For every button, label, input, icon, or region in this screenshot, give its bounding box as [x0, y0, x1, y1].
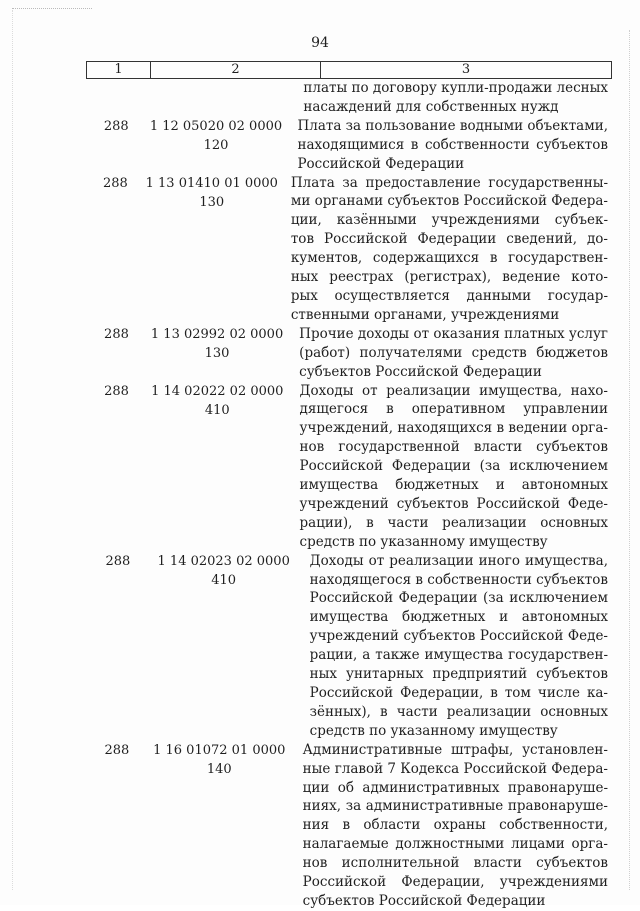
- description-line: ния в области охраны собственности,: [302, 817, 608, 834]
- description-line: тов Российской Федерации сведений, до-: [290, 231, 608, 248]
- budget-code-cell: 1 13 01410 01 0000 130: [145, 175, 278, 210]
- description-cell: [297, 79, 612, 117]
- description-line: ми органами субъектов Российской Федера-: [290, 193, 608, 210]
- description-line: насаждений для собственных нужд: [303, 98, 559, 115]
- table-header: [86, 61, 612, 79]
- admin-code-cell: 288: [105, 553, 131, 569]
- budget-code-cell: 1 13 02992 02 0000 130: [150, 326, 284, 361]
- description-line: субъектов Российской Федерации: [302, 892, 546, 909]
- table-row: [86, 382, 612, 552]
- description-line: учреждений субъектов Российской Феде-: [299, 495, 608, 512]
- header-col-3: 3: [461, 62, 471, 77]
- description-line: кументов, содержащихся в государствен-: [290, 250, 608, 267]
- description-line: рых осуществляется данными государ-: [290, 287, 608, 304]
- description-line: платы по договору купли-продажи лесных: [303, 80, 608, 96]
- description-line: нов исполнительной власти субъектов: [302, 855, 608, 872]
- description-line: ных унитарных предприятий субъектов: [309, 666, 608, 683]
- description-line: Российской Федерации, учреждениями: [302, 874, 608, 891]
- description-line: налагаемые должностными лицами орга-: [302, 836, 608, 853]
- description-line: зённых), в части реализации основных: [309, 703, 608, 720]
- description-line: (работ) получателями средств бюджетов: [299, 344, 608, 361]
- scan-edge-right: [629, 30, 630, 890]
- description-line: Прочие доходы от оказания платных услуг: [299, 325, 608, 342]
- description-line: дящегося в оперативном управлении: [299, 401, 608, 418]
- scan-edge-line: [12, 8, 92, 9]
- table-row: [86, 79, 612, 117]
- description-line: Плата за предоставление государственны-: [290, 174, 608, 191]
- description-line: Российской Федерации: [297, 155, 465, 172]
- budget-code-cell: 1 12 05020 02 0000 120: [149, 118, 283, 153]
- description-line: ции, казёнными учреждениями субъек-: [290, 212, 608, 229]
- budget-code-cell: 1 14 02023 02 0000 410: [157, 553, 290, 588]
- table-row: [86, 325, 612, 382]
- header-col-1: 1: [87, 62, 151, 78]
- admin-code-cell: 288: [104, 326, 129, 342]
- description-line: ции об административных правонаруше-: [302, 779, 608, 796]
- description-line: ные главой 7 Кодекса Российской Федера-: [302, 760, 608, 777]
- description-line: Российской Федерации (за исключением: [299, 458, 608, 475]
- description-line: ных реестрах (регистрах), ведение кото-: [290, 269, 608, 286]
- description-line: ственными органами, учреждениями: [290, 306, 560, 323]
- description-line: Доходы от реализации иного имущества,: [309, 552, 608, 569]
- description-line: учреждений, находящихся в ведении орга-: [299, 420, 608, 437]
- description-line: средств по указанному имуществу: [309, 722, 558, 739]
- description-line: Плата за пользование водными объектами,: [297, 117, 608, 134]
- description-cell: [297, 741, 612, 911]
- budget-code-cell: 1 14 02022 02 0000 410: [151, 383, 284, 418]
- description-line: находящимися в собственности субъектов: [297, 136, 608, 153]
- description-line: рации), в части реализации основных: [299, 514, 608, 531]
- description-cell: [304, 552, 612, 741]
- admin-code-cell: 288: [104, 383, 129, 399]
- table-row: [86, 741, 612, 911]
- header-col-2: 2: [151, 62, 321, 78]
- description-line: субъектов Российской Федерации: [299, 363, 542, 380]
- admin-code-cell: 288: [104, 742, 130, 758]
- table-body: [86, 79, 612, 911]
- description-line: Российской Федерации (за исключением: [309, 590, 608, 607]
- description-line: Доходы от реализации имущества, нахо-: [299, 382, 608, 399]
- admin-code-cell: 288: [102, 175, 128, 191]
- description-line: Российской Федерации, в том числе ка-: [309, 685, 608, 701]
- table-row: [86, 552, 612, 741]
- description-line: рации, а также имущества государствен-: [309, 647, 608, 664]
- description-line: имущества бюджетных и автономных: [309, 609, 608, 626]
- description-cell: [291, 117, 612, 174]
- description-line: находящегося в собственности субъектов: [309, 571, 608, 588]
- description-line: средств по указанному имуществу: [299, 533, 548, 550]
- page-number: 94: [311, 35, 329, 51]
- admin-code-cell: 288: [103, 118, 129, 134]
- budget-code-cell: 1 16 01072 01 0000 140: [153, 742, 286, 777]
- description-cell: [294, 382, 612, 552]
- description-line: ниях, за административные правонаруше-: [302, 798, 608, 815]
- description-line: имущества бюджетных и автономных: [299, 477, 608, 494]
- table-row: [86, 174, 612, 325]
- description-cell: [293, 325, 612, 382]
- description-line: учреждений субъектов Российской Феде-: [309, 628, 608, 645]
- table-row: [86, 117, 612, 174]
- description-line: Административные штрафы, установлен-: [302, 741, 608, 758]
- description-cell: [285, 174, 612, 325]
- description-line: нов государственной власти субъектов: [299, 439, 608, 456]
- scan-edge-left: [12, 10, 13, 890]
